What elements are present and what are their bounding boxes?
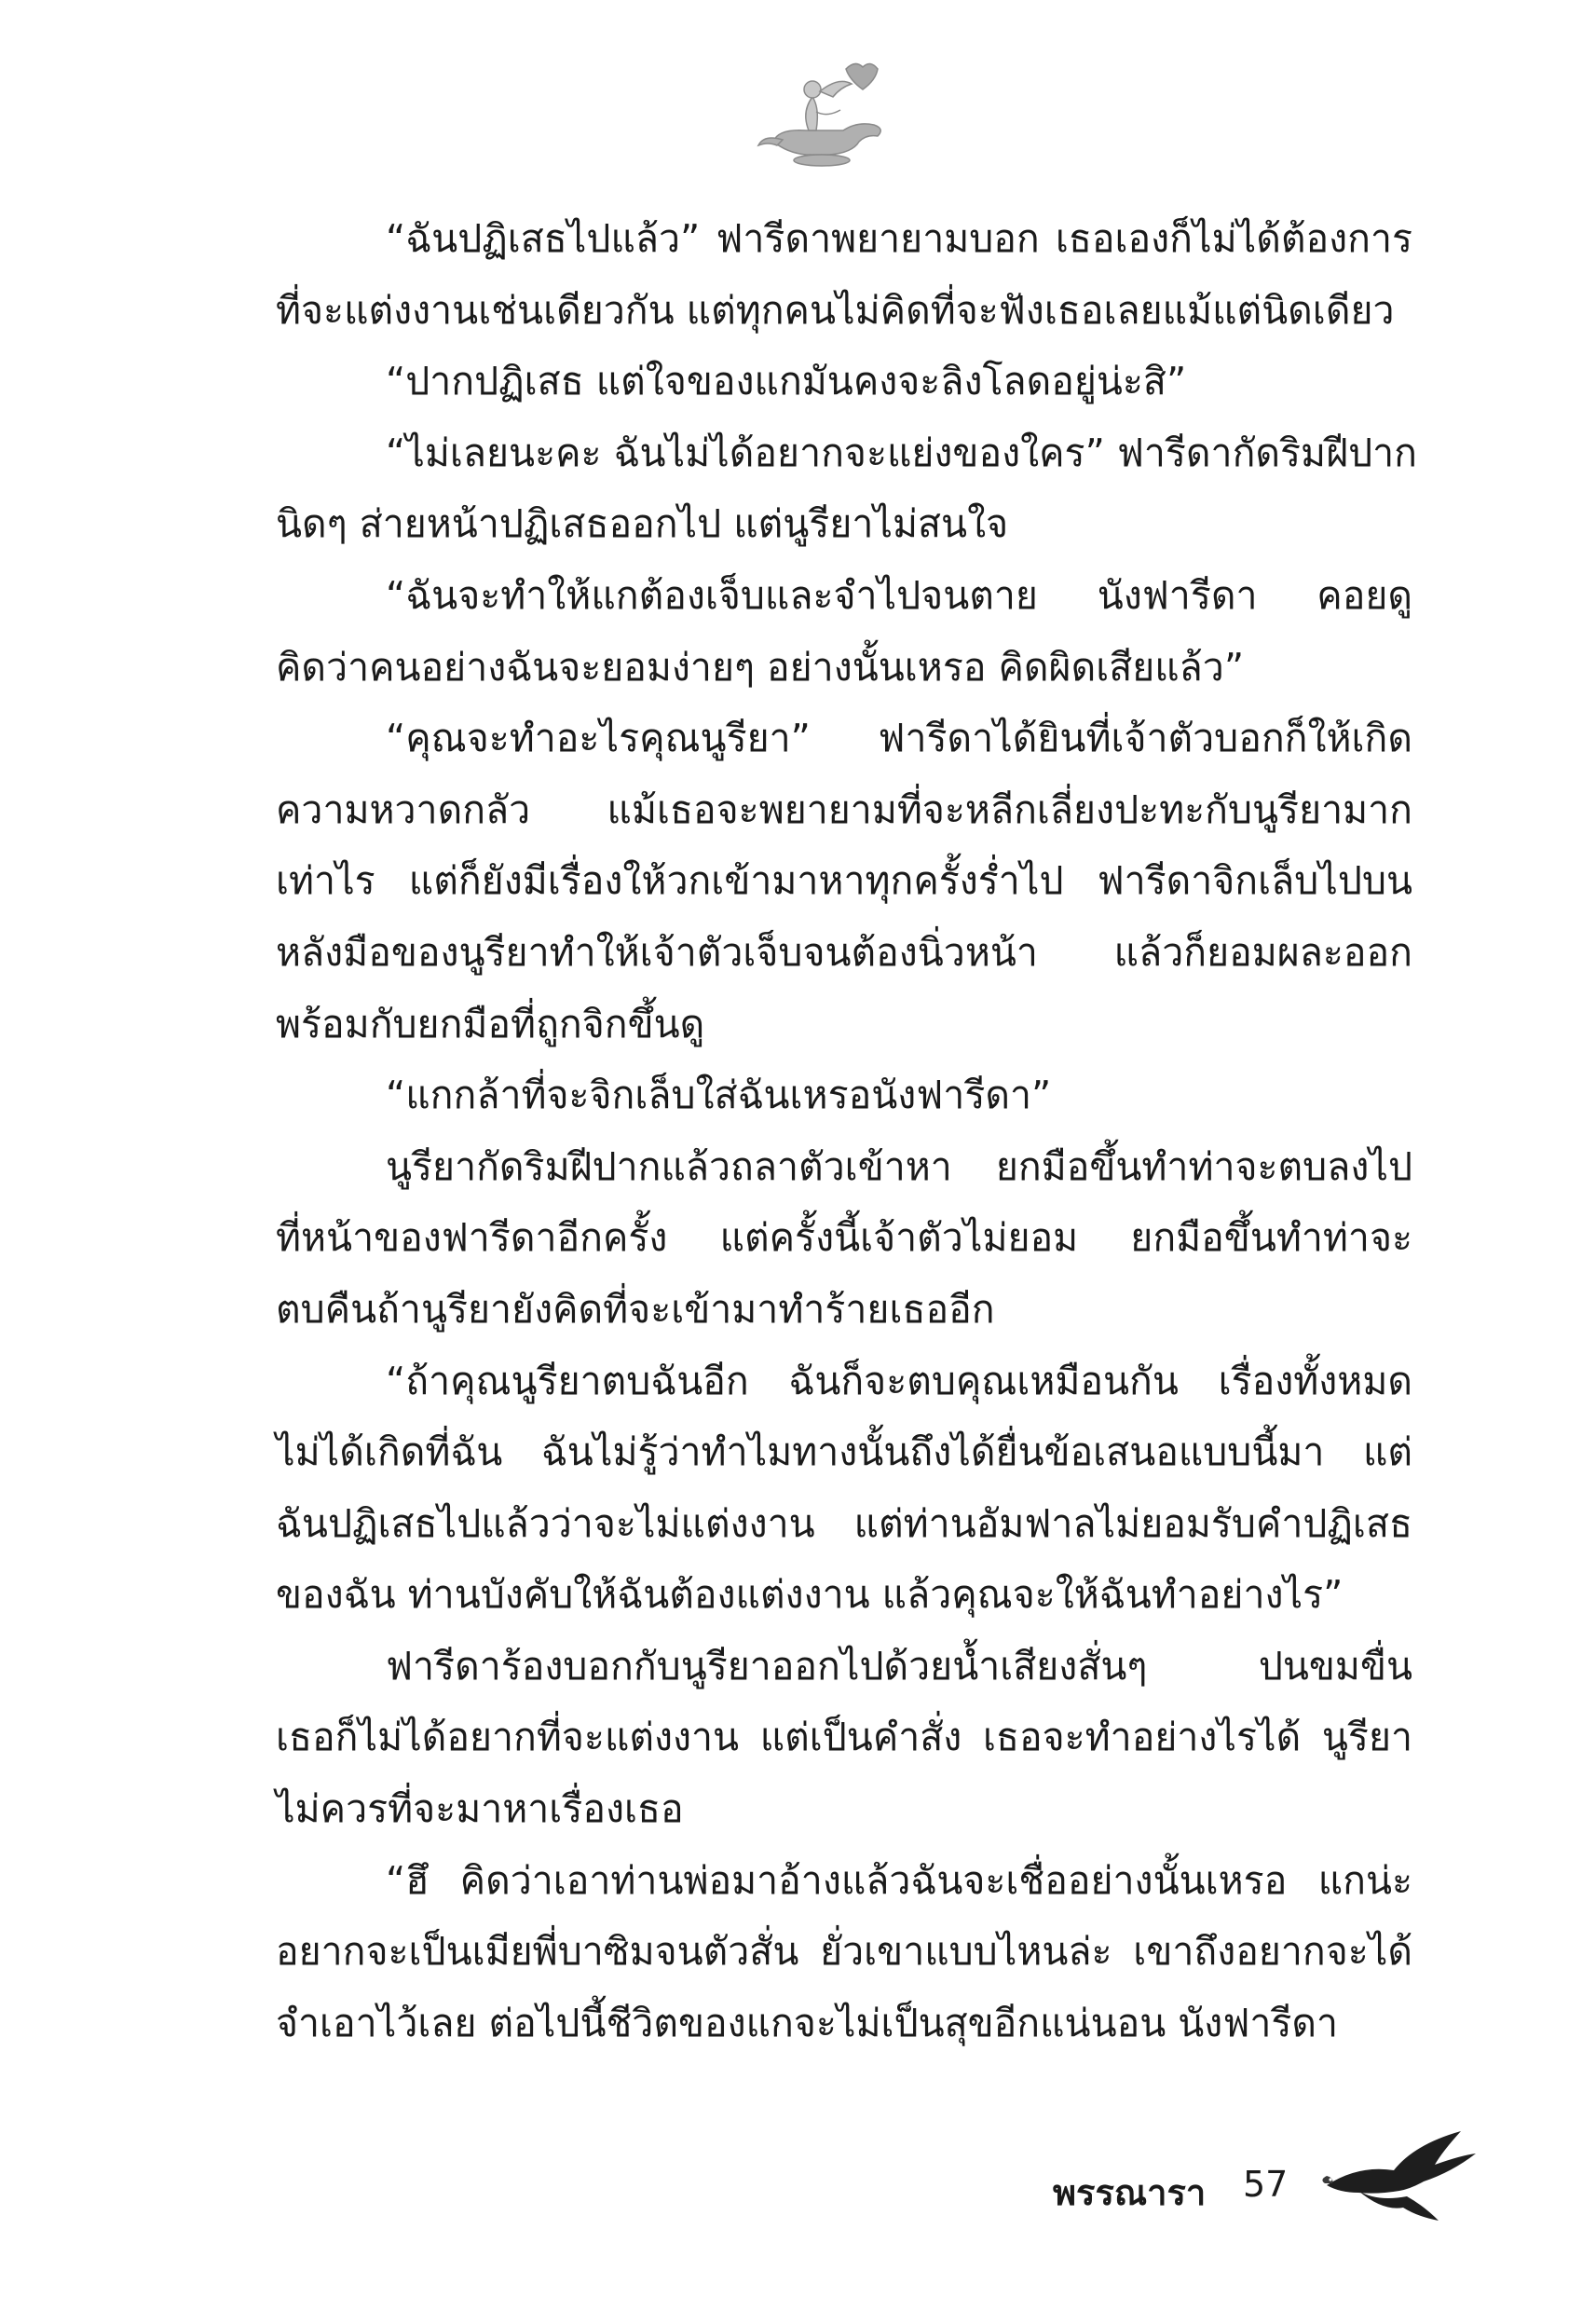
text-line: “ถ้าคุณนูรียาตบฉันอีก ฉันก็จะตบคุณเหมือนกัน เรื่องทั้งหมด [386,1358,1412,1403]
text-line: ฉันปฏิเสธไปแล้วว่าจะไม่แต่งงาน แต่ท่านอัมฟาลไม่ยอมรับคำปฏิเสธ [276,1500,1412,1546]
paragraph [276,1131,1412,1346]
paragraph [276,417,1417,560]
paragraph [276,1346,1412,1631]
text-line: “ไม่เลยนะคะ ฉันไม่ได้อยากจะแย่งของใคร” ฟารีดากัดริมฝีปาก [386,430,1417,475]
eagle-icon [1321,2127,1480,2230]
page-number: 57 [1243,2164,1289,2205]
text-line: คิดว่าคนอย่างฉันจะยอมง่ายๆ อย่างนั้นเหรอ คิดผิดเสียแล้ว” [276,644,1245,690]
paragraph [276,1631,1412,1845]
text-line: “ฉันจะทำให้แกต้องเจ็บและจำไปจนตาย นังฟารีดา คอยดู [386,572,1412,618]
paragraph [276,203,1412,346]
paragraph [276,1060,1412,1131]
text-line: อยากจะเป็นเมียพี่บาซิมจนตัวสั่น ยั่วเขาแบบไหนล่ะ เขาถึงอยากจะได้ [276,1929,1412,1975]
paragraph [276,346,1412,417]
paragraph [276,703,1412,1060]
text-line: ที่จะแต่งงานเช่นเดียวกัน แต่ทุกคนไม่คิดที่จะฟังเธอเลยแม้แต่นิดเดียว [276,287,1395,333]
paragraph [276,1845,1412,2059]
text-line: “ปากปฏิเสธ แต่ใจของแกมันคงจะลิงโลดอยู่น่ะสิ” [386,359,1187,404]
text-line: ของฉัน ท่านบังคับให้ฉันต้องแต่งงาน แล้วคุณจะให้ฉันทำอย่างไร” [276,1572,1344,1618]
genie-lamp-ornament-icon [755,56,894,172]
text-line: จำเอาไว้เลย ต่อไปนี้ชีวิตของแกจะไม่เป็นสุขอีกแน่นอน นังฟารีดา [276,2000,1339,2045]
footer-book-title: พรรณารา [1053,2172,1207,2213]
text-line: เธอก็ไม่ได้อยากที่จะแต่งงาน แต่เป็นคำสั่ง เธอจะทำอย่างไรได้ นูรียา [276,1715,1412,1760]
text-line: ความหวาดกลัว แม้เธอจะพยายามที่จะหลีกเลี่ยงปะทะกับนูรียามาก [276,786,1412,832]
paragraph [276,560,1412,703]
text-line: พร้อมกับยกมือที่ถูกจิกขึ้นดู [276,1001,705,1046]
text-line: ไม่ได้เกิดที่ฉัน ฉันไม่รู้ว่าทำไมทางนั้นถึงได้ยื่นข้อเสนอแบบนี้มา แต่ [276,1429,1412,1475]
text-line: ตบคืนถ้านูรียายังคิดที่จะเข้ามาทำร้ายเธออีก [276,1286,995,1332]
text-line: นูรียากัดริมฝีปากแล้วถลาตัวเข้าหา ยกมือขึ้นทำท่าจะตบลงไป [386,1143,1412,1189]
text-line: ที่หน้าของฟารีดาอีกครั้ง แต่ครั้งนี้เจ้าตัวไม่ยอม ยกมือขึ้นทำท่าจะ [276,1215,1412,1261]
text-line: “คุณจะทำอะไรคุณนูรียา” ฟารีดาได้ยินที่เจ้าตัวบอกก็ให้เกิด [386,716,1412,761]
text-line: ไม่ควรที่จะมาหาเรื่องเธอ [276,1786,684,1832]
body-text [276,203,1417,2058]
text-line: ฟารีดาร้องบอกกับนูรียาออกไปด้วยน้ำเสียงสั่นๆ ปนขมขื่น [386,1643,1412,1689]
text-line: “ฉันปฏิเสธไปแล้ว” ฟารีดาพยายามบอก เธอเองก็ไม่ได้ต้องการ [386,216,1412,261]
text-line: “แกกล้าที่จะจิกเล็บใส่ฉันเหรอนังฟารีดา” [386,1073,1052,1118]
text-line: หลังมือของนูรียาทำให้เจ้าตัวเจ็บจนต้องนิ่วหน้า แล้วก็ยอมผละออก [276,929,1412,975]
text-line: เท่าไร แต่ก็ยังมีเรื่องให้วกเข้ามาหาทุกครั้งร่ำไป ฟารีดาจิกเล็บไปบน [276,858,1412,904]
text-line: นิดๆ ส่ายหน้าปฏิเสธออกไป แต่นูรียาไม่สนใจ [276,501,1009,547]
text-line: “ฮึ คิดว่าเอาท่านพ่อมาอ้างแล้วฉันจะเชื่ออย่างนั้นเหรอ แกน่ะ [386,1857,1412,1903]
